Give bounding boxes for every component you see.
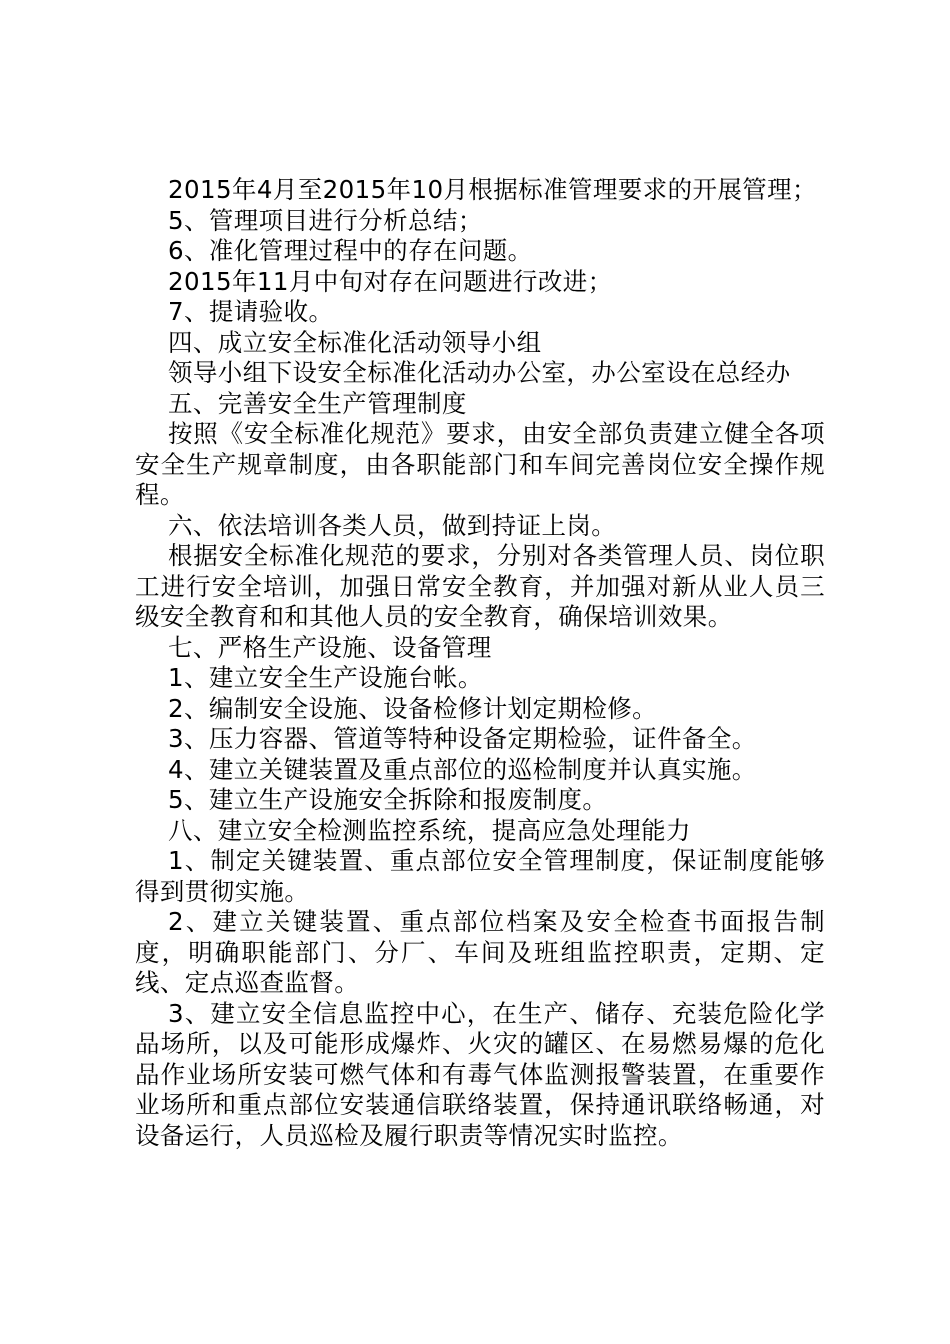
paragraph: 根据安全标准化规范的要求，分别对各类管理人员、岗位职工进行安全培训，加强日常安全教育，并加强对新从业人员三级安全教育和和其他人员的安全教育，确保培训效果。 (135, 541, 825, 631)
section-heading: 六、依法培训各类人员，做到持证上岗。 (168, 510, 617, 540)
paragraph: 领导小组下设安全标准化活动办公室，办公室设在总经办 (168, 358, 791, 387)
section-heading: 七、严格生产设施、设备管理 (168, 632, 492, 662)
list-item: 2、建立关键装置、重点部位档案及安全检查书面报告制度，明确职能部门、分厂、车间及班组监控职责，定期、定线、定点巡查监督。 (135, 907, 825, 997)
list-item: 1、制定关键装置、重点部位安全管理制度，保证制度能够得到贯彻实施。 (135, 846, 825, 906)
paragraph: 2015年11月中旬对存在问题进行改进； (168, 266, 613, 296)
list-item: 5、建立生产设施安全拆除和报废制度。 (168, 785, 608, 814)
list-item: 4、建立关键装置及重点部位的巡检制度并认真实施。 (168, 754, 757, 784)
list-item: 3、压力容器、管道等特种设备定期检验，证件备全。 (168, 724, 757, 753)
section-heading: 八、建立安全检测监控系统，提高应急处理能力 (168, 815, 691, 845)
paragraph: 5、管理项目进行分析总结； (168, 205, 483, 235)
list-item: 2、编制安全设施、设备检修计划定期检修。 (168, 693, 658, 723)
paragraph: 6、准化管理过程中的存在问题。 (168, 236, 533, 265)
section-heading: 五、完善安全生产管理制度 (168, 388, 467, 418)
list-item: 3、建立安全信息监控中心，在生产、储存、充装危险化学品场所，以及可能形成爆炸、火灾的罐区、在易燃易爆的危化品作业场所安装可燃气体和有毒气体监测报警装置，在重要作业场所和重点部位安装通信联络装置，保持通讯联络畅通，对设备运行，人员巡检及履行职责等情况实时监控。 (135, 998, 825, 1150)
paragraph: 2015年4月至2015年10月根据标准管理要求的开展管理； (168, 175, 817, 204)
section-heading: 四、成立安全标准化活动领导小组 (168, 327, 542, 357)
document-body (135, 175, 825, 1151)
list-item: 1、建立安全生产设施台帐。 (168, 663, 483, 692)
paragraph: 7、提请验收。 (168, 297, 334, 326)
paragraph: 按照《安全标准化规范》要求，由安全部负责建立健全各项安全生产规章制度，由各职能部门和车间完善岗位安全操作规程。 (135, 419, 825, 509)
